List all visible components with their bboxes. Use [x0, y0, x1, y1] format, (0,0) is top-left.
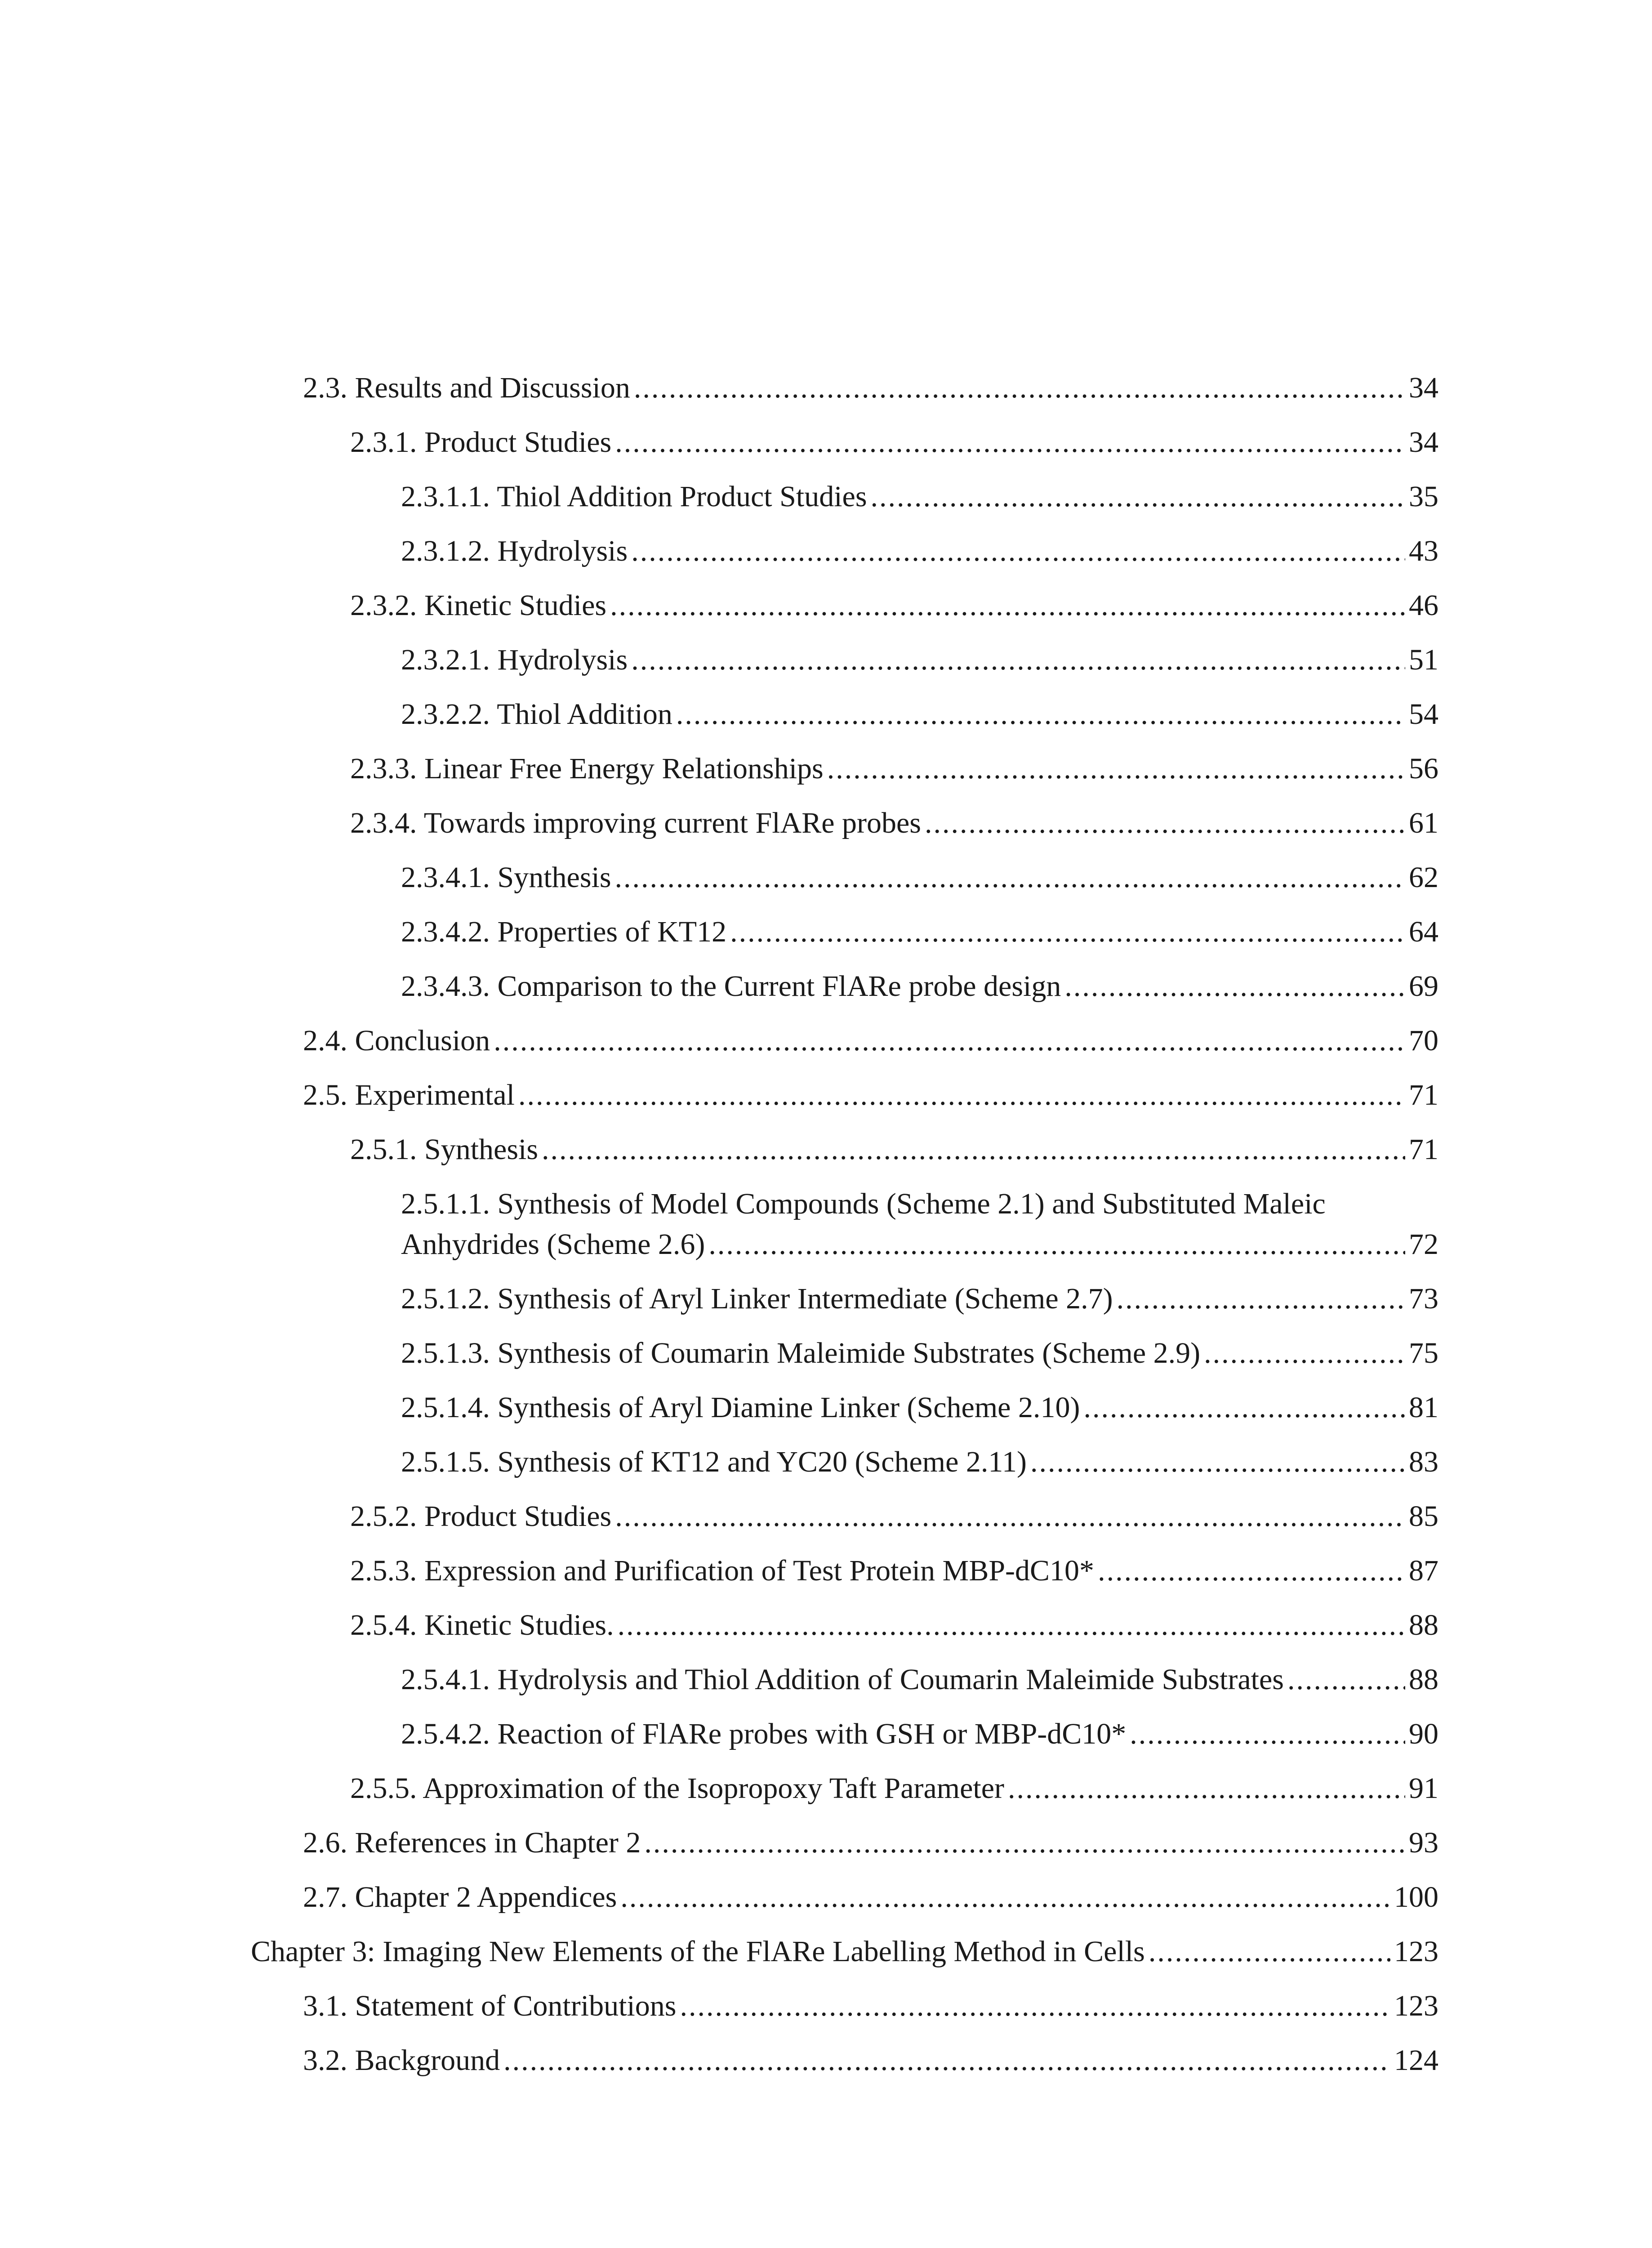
toc-dot-leader — [542, 1129, 1405, 1170]
toc-entry-title: 2.5.1.5. Synthesis of KT12 and YC20 (Scheme 2.11) — [401, 1445, 1027, 1478]
toc-dot-leader — [1008, 1768, 1405, 1809]
toc-dot-leader — [610, 585, 1405, 626]
toc-entry — [0, 1129, 1652, 1170]
toc-entry-page: 124 — [1394, 2044, 1438, 2077]
toc-entry-page: 54 — [1409, 698, 1438, 731]
toc-entry-title: 2.3.1.2. Hydrolysis — [401, 535, 628, 567]
toc-entry-title: 2.3.4.1. Synthesis — [401, 861, 611, 894]
toc-entry-title: 2.5.1. Synthesis — [350, 1133, 539, 1166]
toc-entry-title: 2.5.1.4. Synthesis of Aryl Diamine Linker (Scheme 2.10) — [401, 1391, 1080, 1424]
toc-entry-page: 71 — [1409, 1079, 1438, 1111]
toc-entry-title: 2.5.1.1. Synthesis of Model Compounds (Scheme 2.1) and Substituted Maleic — [401, 1187, 1326, 1220]
toc-entry — [0, 477, 1652, 517]
toc-entry-title: 2.3.2.1. Hydrolysis — [401, 643, 628, 676]
toc-chapter-entry — [0, 1931, 1652, 1972]
toc-entry — [0, 1877, 1652, 1918]
toc-entry-page: 90 — [1409, 1717, 1438, 1750]
toc-entry — [0, 1768, 1652, 1809]
toc-dot-leader — [494, 1021, 1405, 1061]
toc-entry-title-continued: Anhydrides (Scheme 2.6) — [401, 1228, 705, 1261]
toc-entry-title: 2.3.1.1. Thiol Addition Product Studies — [401, 480, 867, 513]
toc-dot-leader — [503, 2040, 1390, 2081]
toc-entry — [0, 912, 1652, 952]
toc-entry — [0, 1496, 1652, 1537]
toc-entry — [0, 694, 1652, 735]
toc-entry-page: 73 — [1409, 1282, 1438, 1315]
toc-entry — [0, 1387, 1652, 1428]
toc-entry — [0, 2040, 1652, 2081]
toc-entry — [0, 749, 1652, 789]
toc-dot-leader — [644, 1823, 1405, 1863]
toc-entry-page: 69 — [1409, 970, 1438, 1003]
toc-dot-leader — [620, 1877, 1390, 1918]
toc-entry — [0, 531, 1652, 571]
toc-entry — [0, 640, 1652, 680]
toc-entry — [0, 585, 1652, 626]
table-of-contents — [0, 368, 1652, 2095]
toc-entry — [0, 1184, 1652, 1265]
toc-entry — [0, 1279, 1652, 1319]
toc-entry-title: 2.5.4.1. Hydrolysis and Thiol Addition of Coumarin Maleimide Substrates — [401, 1663, 1284, 1696]
toc-entry-page: 46 — [1409, 589, 1438, 622]
toc-entry — [0, 1714, 1652, 1754]
toc-dot-leader — [615, 422, 1405, 463]
toc-dot-leader — [1204, 1333, 1405, 1374]
toc-entry-title: 2.4. Conclusion — [303, 1024, 490, 1057]
toc-dot-leader — [1287, 1659, 1405, 1700]
toc-entry — [0, 1333, 1652, 1374]
toc-entry — [0, 422, 1652, 463]
toc-entry — [0, 1605, 1652, 1646]
toc-dot-leader — [615, 857, 1405, 898]
toc-entry-title: 3.2. Background — [303, 2044, 500, 2077]
toc-entry-page: 123 — [1394, 1935, 1438, 1968]
toc-entry-page: 64 — [1409, 915, 1438, 948]
toc-dot-leader — [925, 803, 1405, 843]
toc-entry-page: 88 — [1409, 1609, 1438, 1641]
toc-entry-title: 2.5.1.3. Synthesis of Coumarin Maleimide Substrates (Scheme 2.9) — [401, 1337, 1201, 1369]
toc-entry-page: 93 — [1409, 1826, 1438, 1859]
toc-entry — [0, 803, 1652, 843]
toc-dot-leader — [1130, 1714, 1405, 1754]
toc-dot-leader — [634, 368, 1405, 408]
toc-entry-page: 72 — [1409, 1228, 1438, 1261]
toc-entry-title: 2.5.4. Kinetic Studies. — [350, 1609, 614, 1641]
toc-dot-leader — [680, 1986, 1390, 2026]
toc-dot-leader — [708, 1224, 1405, 1265]
toc-entry — [0, 1659, 1652, 1700]
toc-dot-leader — [518, 1075, 1405, 1115]
toc-entry-page: 91 — [1409, 1772, 1438, 1805]
toc-entry-page: 123 — [1394, 1989, 1438, 2022]
toc-entry-title: Chapter 3: Imaging New Elements of the FlARe Labelling Method in Cells — [251, 1935, 1145, 1968]
toc-entry-title: 2.5. Experimental — [303, 1079, 515, 1111]
toc-entry-page: 34 — [1409, 426, 1438, 459]
toc-entry-page: 70 — [1409, 1024, 1438, 1057]
toc-dot-leader — [1149, 1931, 1390, 1972]
toc-entry — [0, 368, 1652, 408]
toc-entry — [0, 1442, 1652, 1482]
toc-entry-title: 2.6. References in Chapter 2 — [303, 1826, 641, 1859]
toc-entry-page: 43 — [1409, 535, 1438, 567]
toc-entry-page: 35 — [1409, 480, 1438, 513]
toc-entry-page: 34 — [1409, 371, 1438, 404]
toc-entry-title: 2.5.4.2. Reaction of FlARe probes with GSH or MBP-dC10* — [401, 1717, 1127, 1750]
toc-entry-page: 83 — [1409, 1445, 1438, 1478]
toc-entry-title: 2.3.1. Product Studies — [350, 426, 612, 459]
toc-entry-page: 75 — [1409, 1337, 1438, 1369]
toc-dot-leader — [730, 912, 1405, 952]
toc-entry-title: 2.3.2. Kinetic Studies — [350, 589, 607, 622]
toc-entry-title: 2.3.4.3. Comparison to the Current FlARe probe design — [401, 970, 1061, 1003]
toc-entry-page: 62 — [1409, 861, 1438, 894]
toc-dot-leader — [871, 477, 1405, 517]
toc-entry-title: 2.3.3. Linear Free Energy Relationships — [350, 752, 824, 785]
toc-entry — [0, 857, 1652, 898]
toc-entry-title: 2.7. Chapter 2 Appendices — [303, 1881, 617, 1913]
toc-entry-title: 2.5.2. Product Studies — [350, 1500, 612, 1533]
toc-dot-leader — [1083, 1387, 1405, 1428]
toc-dot-leader — [618, 1605, 1405, 1646]
toc-entry-title: 2.5.5. Approximation of the Isopropoxy Taft Parameter — [350, 1772, 1005, 1805]
toc-entry-title: 2.3. Results and Discussion — [303, 371, 630, 404]
toc-entry-title: 2.3.4. Towards improving current FlARe probes — [350, 807, 921, 839]
toc-entry — [0, 1021, 1652, 1061]
toc-entry-page: 71 — [1409, 1133, 1438, 1166]
toc-entry-title: 2.5.3. Expression and Purification of Test Protein MBP-dC10* — [350, 1554, 1095, 1587]
toc-entry-page: 61 — [1409, 807, 1438, 839]
toc-entry-title: 3.1. Statement of Contributions — [303, 1989, 677, 2022]
toc-entry — [0, 1075, 1652, 1115]
toc-dot-leader — [1064, 966, 1405, 1007]
toc-dot-leader — [631, 640, 1405, 680]
toc-dot-leader — [615, 1496, 1405, 1537]
toc-entry-title: 2.5.1.2. Synthesis of Aryl Linker Intermediate (Scheme 2.7) — [401, 1282, 1113, 1315]
toc-dot-leader — [827, 749, 1405, 789]
toc-entry-page: 87 — [1409, 1554, 1438, 1587]
toc-dot-leader — [1117, 1279, 1405, 1319]
toc-dot-leader — [1030, 1442, 1405, 1482]
toc-entry-page: 51 — [1409, 643, 1438, 676]
toc-entry — [0, 1823, 1652, 1863]
toc-dot-leader — [631, 531, 1405, 571]
toc-entry-page: 85 — [1409, 1500, 1438, 1533]
toc-entry-page: 88 — [1409, 1663, 1438, 1696]
toc-entry-page: 81 — [1409, 1391, 1438, 1424]
toc-dot-leader — [676, 694, 1405, 735]
toc-entry — [0, 966, 1652, 1007]
toc-entry — [0, 1551, 1652, 1591]
toc-entry-page: 56 — [1409, 752, 1438, 785]
toc-entry-title: 2.3.4.2. Properties of KT12 — [401, 915, 727, 948]
toc-entry-page: 100 — [1394, 1881, 1438, 1913]
toc-entry — [0, 1986, 1652, 2026]
toc-dot-leader — [1098, 1551, 1405, 1591]
toc-entry-title: 2.3.2.2. Thiol Addition — [401, 698, 672, 731]
